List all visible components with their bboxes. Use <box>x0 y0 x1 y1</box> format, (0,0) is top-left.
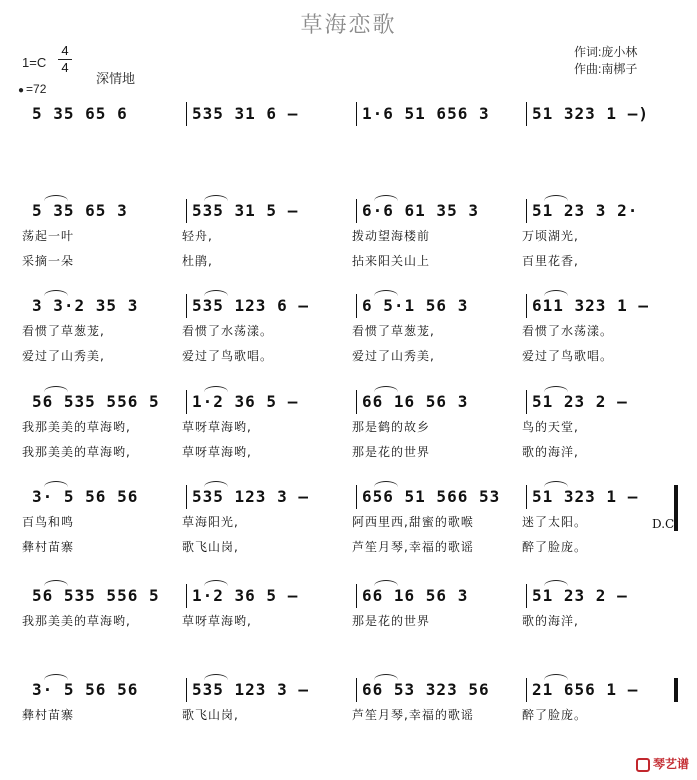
barline <box>186 102 187 126</box>
lyric-line-1: 芦笙月琴,幸福的歌谣 <box>352 708 474 722</box>
barline <box>356 485 357 509</box>
barline <box>186 485 187 509</box>
measure-notes: 3· 5 56 56 <box>32 680 139 699</box>
lyric-line-1: 百鸟和鸣 <box>22 515 75 529</box>
lyric-line-1: 看惯了水荡漾。 <box>522 324 614 338</box>
lyric-line-2: 草呀草海哟, <box>182 445 252 459</box>
barline <box>356 294 357 318</box>
lyric-line-1: 鸟的天堂, <box>522 420 579 434</box>
measure-notes: 66 16 56 3 <box>362 586 469 605</box>
slur-mark <box>544 195 568 201</box>
measure-notes: 5 35 65 6 <box>32 104 128 123</box>
lyric-line-1: 看惯了草葱茏, <box>22 324 105 338</box>
measure-notes: 51 23 2 – <box>532 586 628 605</box>
logo-icon <box>636 758 650 772</box>
slur-mark <box>204 481 228 487</box>
measure-notes: 1·2 36 5 – <box>192 586 299 605</box>
measure-notes: 3· 5 56 56 <box>32 487 139 506</box>
barline <box>356 390 357 414</box>
lyric-line-1: 歌飞山岗, <box>182 708 239 722</box>
time-signature-top: 4 <box>61 43 69 58</box>
lyricist: 作词:庞小林 <box>574 45 638 59</box>
measure-notes: 66 53 323 56 <box>362 680 490 699</box>
slur-mark <box>374 481 398 487</box>
slur-mark <box>44 195 68 201</box>
barline <box>356 102 357 126</box>
measure-notes: 51 23 2 – <box>532 392 628 411</box>
lyric-line-1: 看惯了草葱茏, <box>352 324 435 338</box>
slur-mark <box>544 386 568 392</box>
song-title: 草海恋歌 <box>300 13 397 38</box>
quarter-note-icon: ● <box>18 85 25 96</box>
slur-mark <box>374 290 398 296</box>
measure-notes: 535 31 6 – <box>192 104 299 123</box>
slur-mark <box>44 674 68 680</box>
barline <box>186 294 187 318</box>
measure-notes: 611 323 1 – <box>532 296 649 315</box>
slur-mark <box>374 195 398 201</box>
lyric-line-2: 百里花香, <box>522 254 579 268</box>
measure-notes: 535 123 6 – <box>192 296 309 315</box>
barline <box>186 390 187 414</box>
credits <box>574 44 637 78</box>
slur-mark <box>544 290 568 296</box>
composer: 作曲:南梆子 <box>574 62 638 76</box>
lyric-line-2: 杜鹃, <box>182 254 213 268</box>
tempo-value: =72 <box>26 82 47 96</box>
slur-mark <box>544 674 568 680</box>
slur-mark <box>204 290 228 296</box>
time-signature <box>58 44 72 75</box>
measure-notes: 6 5·1 56 3 <box>362 296 469 315</box>
barline <box>526 294 527 318</box>
barline <box>526 199 527 223</box>
barline <box>526 678 527 702</box>
final-barline <box>674 678 678 702</box>
measure-notes: 66 16 56 3 <box>362 392 469 411</box>
barline <box>356 584 357 608</box>
barline <box>526 102 527 126</box>
lyric-line-2: 爱过了山秀美, <box>352 349 435 363</box>
lyric-line-1: 醉了脸庞。 <box>522 708 588 722</box>
slur-mark <box>204 674 228 680</box>
time-signature-bottom: 4 <box>61 60 69 75</box>
slur-mark <box>44 580 68 586</box>
measure-notes: 535 31 5 – <box>192 201 299 220</box>
lyric-line-1: 荡起一叶 <box>22 229 75 243</box>
measure-notes: 535 123 3 – <box>192 680 309 699</box>
slur-mark <box>544 580 568 586</box>
lyric-line-1: 草海阳光, <box>182 515 239 529</box>
slur-mark <box>544 481 568 487</box>
lyric-line-1: 轻舟, <box>182 229 213 243</box>
measure-notes: 51 323 1 –) <box>532 104 649 123</box>
measure-notes: 1·6 51 656 3 <box>362 104 490 123</box>
slur-mark <box>374 580 398 586</box>
lyric-line-1: 阿西里西,甜蜜的歌喉 <box>352 515 474 529</box>
barline <box>526 584 527 608</box>
lyric-line-1: 歌的海洋, <box>522 614 579 628</box>
measure-notes: 3 3·2 35 3 <box>32 296 139 315</box>
slur-mark <box>374 674 398 680</box>
lyric-line-2: 歌的海洋, <box>522 445 579 459</box>
lyric-line-1: 草呀草海哟, <box>182 614 252 628</box>
lyric-line-2: 那是花的世界 <box>352 445 431 459</box>
slur-mark <box>44 481 68 487</box>
lyric-line-2: 采摘一朵 <box>22 254 75 268</box>
measure-notes: 56 535 556 5 <box>32 392 160 411</box>
barline <box>356 678 357 702</box>
barline <box>526 390 527 414</box>
slur-mark <box>204 580 228 586</box>
measure-notes: 535 123 3 – <box>192 487 309 506</box>
watermark-text: 琴艺谱 <box>652 757 689 771</box>
barline <box>186 584 187 608</box>
lyric-line-1: 草呀草海哟, <box>182 420 252 434</box>
measure-notes: 6·6 61 35 3 <box>362 201 479 220</box>
lyric-line-1: 我那美美的草海哟, <box>22 614 131 628</box>
barline <box>186 199 187 223</box>
lyric-line-2: 彝村苗寨 <box>22 540 75 554</box>
measure-notes: 21 656 1 – <box>532 680 639 699</box>
da-capo-marking: D.C. <box>652 517 678 531</box>
measure-notes: 51 323 1 – <box>532 487 639 506</box>
lyric-line-1: 那是鹤的故乡 <box>352 420 431 434</box>
lyric-line-2: 我那美美的草海哟, <box>22 445 131 459</box>
barline <box>526 485 527 509</box>
lyric-line-2: 爱过了鸟歌唱。 <box>182 349 274 363</box>
lyric-line-1: 迷了太阳。 <box>522 515 588 529</box>
tempo-marking <box>18 82 46 96</box>
slur-mark <box>204 386 228 392</box>
lyric-line-1: 万顷湖光, <box>522 229 579 243</box>
slur-mark <box>44 386 68 392</box>
slur-mark <box>374 386 398 392</box>
site-watermark <box>636 755 689 772</box>
lyric-line-2: 醉了脸庞。 <box>522 540 588 554</box>
lyric-line-2: 歌飞山岗, <box>182 540 239 554</box>
barline <box>186 678 187 702</box>
measure-notes: 56 535 556 5 <box>32 586 160 605</box>
expression-marking: 深情地 <box>96 71 136 86</box>
measure-notes: 51 23 3 2· <box>532 201 639 220</box>
measure-notes: 5 35 65 3 <box>32 201 128 220</box>
measure-notes: 1·2 36 5 – <box>192 392 299 411</box>
lyric-line-1: 彝村苗寨 <box>22 708 75 722</box>
lyric-line-2: 爱过了鸟歌唱。 <box>522 349 614 363</box>
lyric-line-1: 看惯了水荡漾。 <box>182 324 274 338</box>
lyric-line-1: 那是花的世界 <box>352 614 431 628</box>
slur-mark <box>44 290 68 296</box>
lyric-line-1: 我那美美的草海哟, <box>22 420 131 434</box>
barline <box>356 199 357 223</box>
measure-notes: 656 51 566 53 <box>362 487 501 506</box>
lyric-line-1: 拨动望海楼前 <box>352 229 431 243</box>
lyric-line-2: 芦笙月琴,幸福的歌谣 <box>352 540 474 554</box>
key-signature: 1=C <box>22 55 47 70</box>
slur-mark <box>204 195 228 201</box>
lyric-line-2: 拈来阳关山上 <box>352 254 431 268</box>
lyric-line-2: 爱过了山秀美, <box>22 349 105 363</box>
